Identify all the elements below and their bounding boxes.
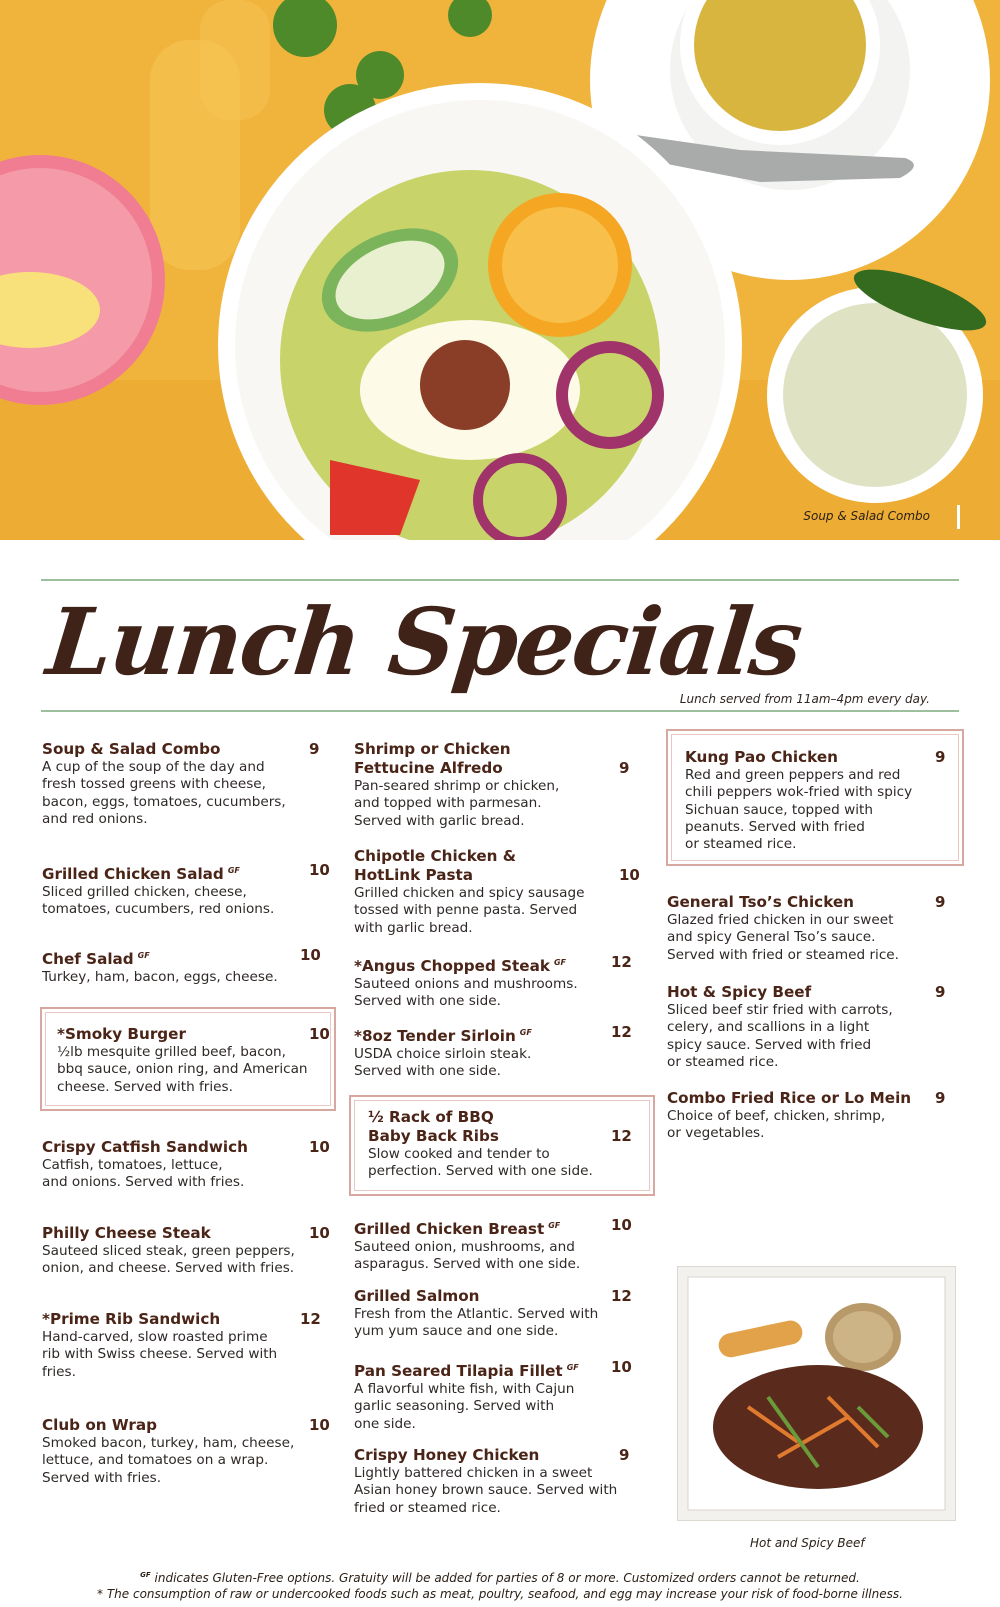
item-description: Choice of beef, chicken, shrimp, or vegetables. [667,1108,886,1142]
gf-badge: GF [519,1028,532,1037]
item-description: A cup of the soup of the day and fresh tossed greens with cheese, bacon, eggs, tomatoes, cucumbers, and red onions. [42,759,286,827]
item-name: Hot & Spicy Beef [667,983,812,1001]
item-price: 12 [611,1127,632,1145]
menu-item [42,1138,330,1192]
item-description: Pan-seared shrimp or chicken, and topped with parmesan. Served with garlic bread. [354,778,560,829]
item-name: Pan Seared Tilapia Fillet [354,1362,563,1381]
item-price: 10 [611,1216,632,1234]
item-name: *8oz Tender Sirloin [354,1027,516,1046]
menu-item [354,953,644,1011]
item-name: *Smoky Burger [57,1025,186,1043]
top-divider [41,579,959,581]
item-price: 9 [309,740,320,758]
menu-item [42,946,327,986]
item-name: Soup & Salad Combo [42,740,221,758]
footer-consumption-warning: * The consumption of raw or undercooked foods such as meat, poultry, seafood, and egg may increase your risk of food-borne illness. [97,1587,903,1601]
beef-plate-illustration [678,1267,955,1520]
item-price: 9 [619,1446,630,1464]
item-description: Fresh from the Atlantic. Served with yum yum sauce and one side. [354,1306,599,1340]
menu-item [354,1287,644,1341]
item-price: 12 [611,1287,632,1305]
item-name: *Angus Chopped Steak [354,957,550,976]
menu-item [42,740,327,828]
item-price: 9 [935,1089,946,1107]
item-price: 9 [935,983,946,1001]
title-divider [41,710,959,712]
item-name: Chipotle Chicken & HotLink Pasta [354,847,517,884]
item-price: 9 [619,759,630,777]
served-note: Lunch served from 11am–4pm every day. [679,692,930,706]
item-description: Sauteed sliced steak, green peppers, onion, and cheese. Served with fries. [42,1243,295,1277]
menu-item [667,983,950,1071]
item-price: 10 [309,861,330,879]
item-name: ½ Rack of BBQ Baby Back Ribs [368,1108,499,1145]
item-description: Turkey, ham, bacon, eggs, cheese. [42,969,278,986]
item-price: 9 [935,893,946,911]
hot-spicy-beef-photo [677,1266,956,1521]
hero-caption: Soup & Salad Combo [803,509,930,523]
item-description: Sauteed onions and mushrooms. Served with one side. [354,976,578,1010]
item-name: Kung Pao Chicken [685,748,838,766]
menu-item [57,1025,330,1096]
item-description: Catfish, tomatoes, lettuce, and onions. Served with fries. [42,1157,245,1191]
item-price: 10 [309,1138,330,1156]
gf-badge: GF [137,951,150,960]
item-name: Philly Cheese Steak [42,1224,211,1242]
item-description: Sliced beef stir fried with carrots, celery, and scallions in a light spicy sauce. Served with fried or steamed rice. [667,1002,893,1070]
item-name: *Prime Rib Sandwich [42,1310,221,1328]
menu-item [354,1358,644,1433]
item-name: Combo Fried Rice or Lo Mein [667,1089,912,1107]
item-name: Crispy Catfish Sandwich [42,1138,248,1156]
item-price: 10 [619,866,640,884]
item-description: A flavorful white fish, with Cajun garlic seasoning. Served with one side. [354,1381,575,1432]
item-name: Grilled Chicken Breast [354,1220,545,1239]
hero-caption-bar [957,505,960,529]
item-description: Lightly battered chicken in a sweet Asian honey brown sauce. Served with fried or steamed rice. [354,1465,618,1516]
gf-badge: GF [548,1221,561,1230]
menu-item [354,1216,644,1274]
menu-item [368,1108,644,1181]
item-price: 12 [611,1023,632,1041]
item-price: 10 [611,1358,632,1376]
gf-badge: GF [553,958,566,967]
menu-item [667,893,950,964]
item-price: 12 [611,953,632,971]
gf-badge: GF [227,866,240,875]
photo-caption: Hot and Spicy Beef [750,1536,865,1550]
item-price: 10 [309,1416,330,1434]
item-price: 10 [300,946,321,964]
hero-photo [0,0,1000,540]
item-description: Grilled chicken and spicy sausage tossed with penne pasta. Served with garlic bread. [354,885,585,936]
gf-badge: GF [566,1363,579,1372]
page-title: Lunch Specials [42,588,806,696]
item-description: Hand-carved, slow roasted prime rib with Swiss cheese. Served with fries. [42,1329,278,1380]
item-description: Glazed fried chicken in our sweet and spicy General Tso’s sauce. Served with fried or steamed rice. [667,912,899,963]
item-name: Grilled Chicken Salad [42,865,224,884]
item-description: USDA choice sirloin steak. Served with one side. [354,1046,532,1080]
item-description: Sliced grilled chicken, cheese, tomatoes, cucumbers, red onions. [42,884,275,918]
item-name: Grilled Salmon [354,1287,480,1305]
item-name: Chef Salad [42,950,134,969]
menu-item [42,1224,330,1278]
item-price: 10 [309,1224,330,1242]
item-description: Slow cooked and tender to perfection. Served with one side. [368,1146,593,1180]
item-name: Club on Wrap [42,1416,157,1434]
menu-item [667,1089,950,1143]
menu-item [354,847,644,937]
menu-item [354,1023,644,1081]
item-description: ½lb mesquite grilled beef, bacon, bbq sauce, onion ring, and American cheese. Served with fries. [57,1044,308,1095]
item-description: Sauteed onion, mushrooms, and asparagus. Served with one side. [354,1239,581,1273]
item-price: 10 [309,1025,330,1043]
menu-item [42,1416,330,1487]
item-price: 12 [300,1310,321,1328]
item-name: Shrimp or Chicken Fettucine Alfredo [354,740,511,777]
footer-gluten-note [0,1571,1000,1585]
soup-salad-illustration [0,0,1000,540]
menu-item [685,748,950,853]
footer-line-1: indicates Gluten-Free options. Gratuity will be added for parties of 8 or more. Customized orders cannot be returned. [154,1571,860,1585]
menu-item [42,1310,327,1381]
menu-item [354,740,644,830]
item-name: Crispy Honey Chicken [354,1446,540,1464]
item-price: 9 [935,748,946,766]
item-description: Red and green peppers and red chili peppers wok-fried with spicy Sichuan sauce, topped with peanuts. Served with fried or steamed rice. [685,767,913,853]
gf-mark: GF [140,1571,151,1579]
item-description: Smoked bacon, turkey, ham, cheese, lettuce, and tomatoes on a wrap. Served with fries. [42,1435,295,1486]
menu-item [42,861,330,919]
menu-item [354,1446,644,1517]
item-name: General Tso’s Chicken [667,893,854,911]
